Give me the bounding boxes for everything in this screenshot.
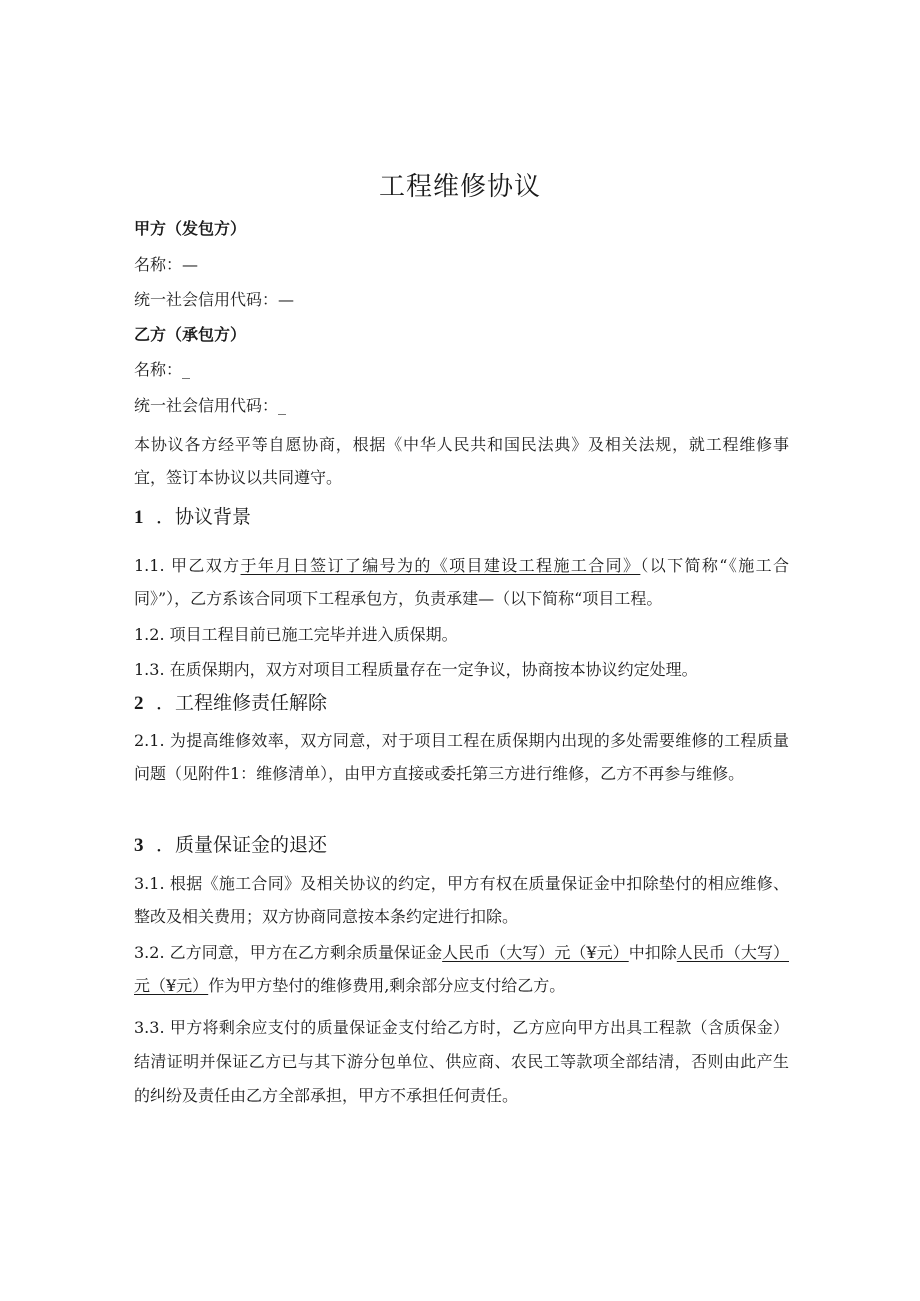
section-2-number: 2: [134, 693, 144, 714]
party-a-credit-code: 统一社会信用代码：—: [134, 290, 295, 309]
section-1-heading: [134, 502, 251, 529]
section-2-title: ．工程维修责任解除: [156, 692, 328, 714]
party-b-credit-code: 统一社会信用代码：_: [134, 396, 287, 415]
clause-1-3: 1.3. 在质保期内，双方对项目工程质量存在一定争议，协商按本协议约定处理。: [134, 660, 698, 679]
party-b-heading: 乙方（承包方）: [134, 325, 247, 344]
clause-3-2-mid: 中扣除: [628, 943, 677, 962]
clause-2-1: 2.1. 为提高维修效率，双方同意，对于项目工程在质保期内出现的多处需要维修的工程质量问题（见附件1：维修清单），由甲方直接或委托第三方进行维修，乙方不再参与维修。: [134, 731, 789, 783]
intro-paragraph: 本协议各方经平等自愿协商，根据《中华人民共和国民法典》及相关法规，就工程维修事宜，签订本协议以共同遵守。: [134, 435, 789, 487]
section-2-heading: [134, 688, 327, 715]
clause-1-1-suffix: （以下简称“《施工合同》”），乙方系该合同项下工程承包方，负责承建—（以下简称“项目工程。: [134, 556, 789, 608]
clause-1-1-prefix: 1.1. 甲乙双方: [134, 556, 241, 575]
section-1-number: 1: [134, 507, 144, 528]
section-3-title: ．质量保证金的退还: [156, 834, 328, 856]
clause-3-2-prefix: 3.2. 乙方同意，甲方在乙方剩余质量保证金: [134, 943, 443, 962]
party-b-name: 名称：_: [134, 360, 191, 379]
section-3-heading: [134, 830, 327, 857]
clause-3-3: 3.3. 甲方将剩余应支付的质量保证金支付给乙方时，乙方应向甲方出具工程款（含质保金）结清证明并保证乙方已与其下游分包单位、供应商、农民工等款项全部结清，否则由此产生的纠纷及责任由乙方全部承担，甲方不承担任何责任。: [134, 1018, 789, 1105]
clause-3-2: [134, 936, 789, 1002]
section-1-title: ．协议背景: [156, 506, 252, 528]
clause-3-1: 3.1. 根据《施工合同》及相关协议的约定，甲方有权在质量保证金中扣除垫付的相应维修、整改及相关费用；双方协商同意按本条约定进行扣除。: [134, 874, 789, 926]
party-a-heading: 甲方（发包方）: [134, 219, 247, 238]
clause-3-2-deduction-amount: 人民币（大写）元（¥元）: [134, 943, 789, 995]
clause-1-1: [134, 549, 789, 615]
clause-1-2: 1.2. 项目工程目前已施工完毕并进入质保期。: [134, 625, 458, 644]
document-title: 工程维修协议: [378, 172, 541, 202]
clause-3-2-suffix: 作为甲方垫付的维修费用,剩余部分应支付给乙方。: [208, 976, 566, 995]
clause-1-1-underlined: 于年月日签订了编号为的《项目建设工程施工合同》: [240, 556, 641, 575]
clause-3-2-retention-amount: 人民币（大写）元（¥元）: [442, 943, 629, 962]
party-a-name: 名称：—: [134, 255, 199, 274]
section-3-number: 3: [134, 835, 144, 856]
